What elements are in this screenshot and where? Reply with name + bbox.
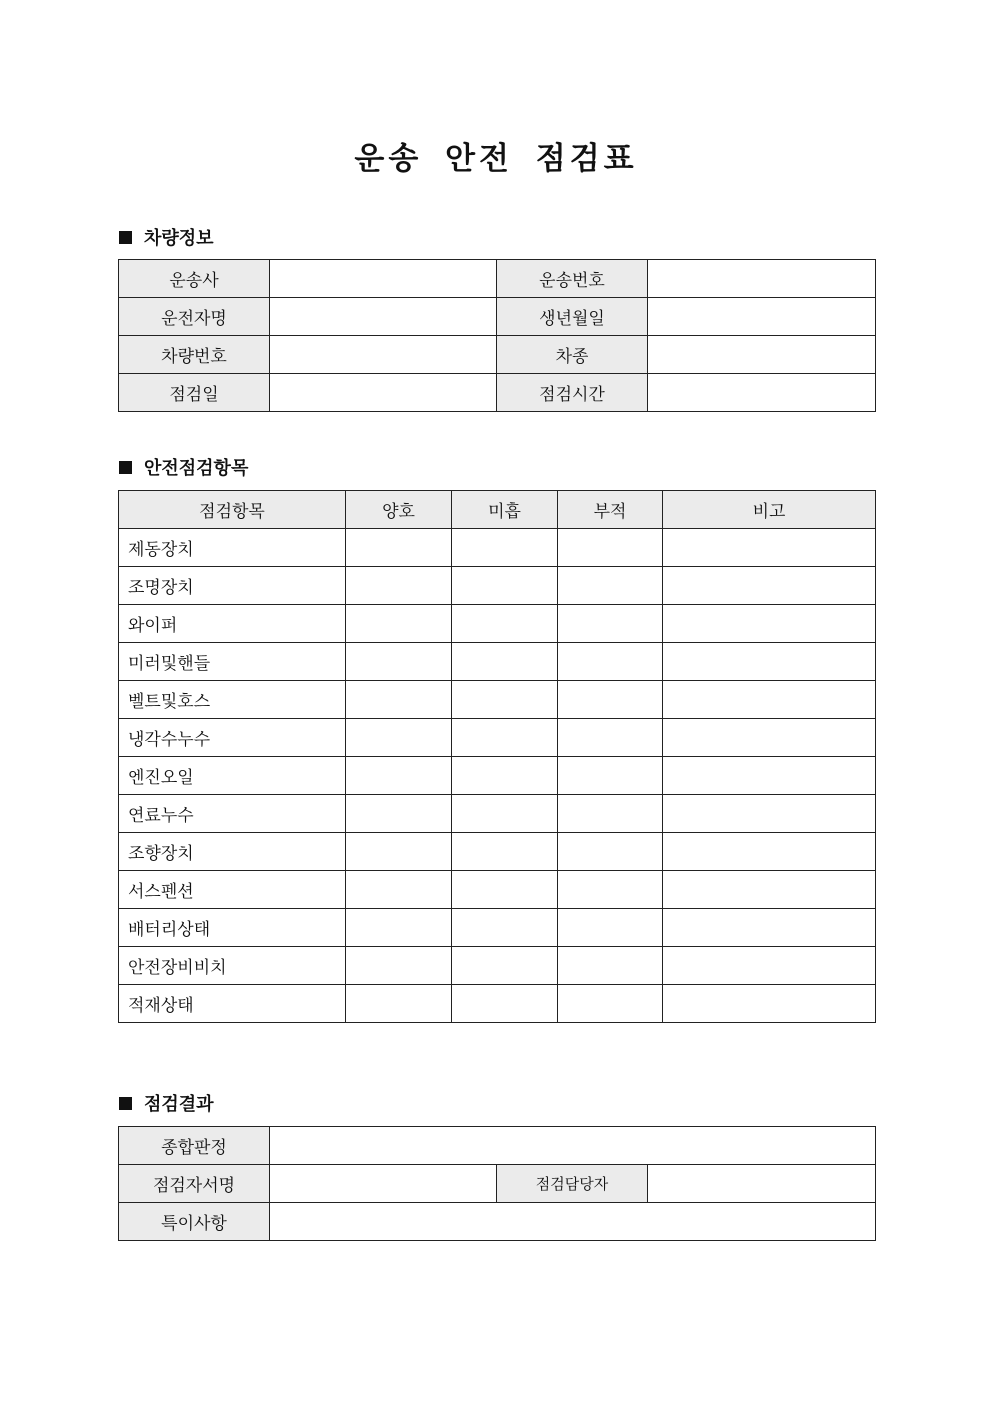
unsuitable-cell[interactable]: [558, 681, 663, 719]
unsuitable-cell[interactable]: [558, 985, 663, 1023]
square-bullet-icon: [119, 1097, 132, 1110]
column-header: 미흡: [452, 491, 558, 529]
insufficient-cell[interactable]: [452, 681, 558, 719]
table-header-row: [119, 491, 876, 529]
check-item-label: 조향장치: [119, 833, 346, 871]
table-row: [119, 681, 876, 719]
note-cell[interactable]: [663, 909, 876, 947]
column-header: 비고: [663, 491, 876, 529]
table-row: [119, 909, 876, 947]
insufficient-cell[interactable]: [452, 833, 558, 871]
vehicle-info-table: [118, 259, 876, 412]
good-cell[interactable]: [346, 795, 452, 833]
check-item-label: 벨트및호스: [119, 681, 346, 719]
table-row: [119, 529, 876, 567]
unsuitable-cell[interactable]: [558, 719, 663, 757]
good-cell[interactable]: [346, 871, 452, 909]
table-row: [119, 374, 876, 412]
page-title: 운송 안전 점검표: [354, 141, 638, 177]
unsuitable-cell[interactable]: [558, 605, 663, 643]
vehicle-info-field[interactable]: [648, 298, 876, 336]
column-header: 점검항목: [119, 491, 346, 529]
section-heading-safety-check: [119, 454, 248, 480]
vehicle-info-field[interactable]: [270, 260, 497, 298]
good-cell[interactable]: [346, 985, 452, 1023]
unsuitable-cell[interactable]: [558, 871, 663, 909]
inspector-signature-label: 점검자서명: [119, 1165, 270, 1203]
good-cell[interactable]: [346, 643, 452, 681]
section-heading-vehicle-info: [119, 224, 214, 250]
table-row: [119, 298, 876, 336]
table-row: [119, 1127, 876, 1165]
check-item-label: 안전장비비치: [119, 947, 346, 985]
note-cell[interactable]: [663, 985, 876, 1023]
check-item-label: 적재상태: [119, 985, 346, 1023]
insufficient-cell[interactable]: [452, 947, 558, 985]
vehicle-info-label: 운전자명: [119, 298, 270, 336]
check-item-label: 와이퍼: [119, 605, 346, 643]
unsuitable-cell[interactable]: [558, 757, 663, 795]
insufficient-cell[interactable]: [452, 605, 558, 643]
overall-judgment-label: 종합판정: [119, 1127, 270, 1165]
insufficient-cell[interactable]: [452, 871, 558, 909]
check-item-label: 냉각수누수: [119, 719, 346, 757]
good-cell[interactable]: [346, 681, 452, 719]
table-row: [119, 1203, 876, 1241]
square-bullet-icon: [119, 461, 132, 474]
table-row: [119, 757, 876, 795]
table-row: [119, 336, 876, 374]
table-row: [119, 947, 876, 985]
note-cell[interactable]: [663, 681, 876, 719]
vehicle-info-label: 생년월일: [497, 298, 648, 336]
check-item-label: 엔진오일: [119, 757, 346, 795]
unsuitable-cell[interactable]: [558, 567, 663, 605]
note-cell[interactable]: [663, 757, 876, 795]
check-item-label: 조명장치: [119, 567, 346, 605]
insufficient-cell[interactable]: [452, 757, 558, 795]
insufficient-cell[interactable]: [452, 643, 558, 681]
good-cell[interactable]: [346, 833, 452, 871]
table-row: [119, 871, 876, 909]
vehicle-info-label: 차량번호: [119, 336, 270, 374]
table-row: [119, 643, 876, 681]
good-cell[interactable]: [346, 947, 452, 985]
overall-judgment-field[interactable]: [270, 1127, 876, 1165]
check-item-label: 연료누수: [119, 795, 346, 833]
note-cell[interactable]: [663, 529, 876, 567]
vehicle-info-label: 운송번호: [497, 260, 648, 298]
column-header: 부적: [558, 491, 663, 529]
note-cell[interactable]: [663, 567, 876, 605]
vehicle-info-label: 점검시간: [497, 374, 648, 412]
insufficient-cell[interactable]: [452, 529, 558, 567]
vehicle-info-field[interactable]: [648, 374, 876, 412]
unsuitable-cell[interactable]: [558, 795, 663, 833]
table-row: [119, 260, 876, 298]
good-cell[interactable]: [346, 605, 452, 643]
note-cell[interactable]: [663, 871, 876, 909]
note-cell[interactable]: [663, 795, 876, 833]
good-cell[interactable]: [346, 529, 452, 567]
result-table: [118, 1126, 876, 1241]
insufficient-cell[interactable]: [452, 795, 558, 833]
vehicle-info-field[interactable]: [648, 260, 876, 298]
check-item-label: 미러및핸들: [119, 643, 346, 681]
inspection-manager-field[interactable]: [648, 1165, 876, 1203]
unsuitable-cell[interactable]: [558, 833, 663, 871]
table-row: [119, 795, 876, 833]
good-cell[interactable]: [346, 909, 452, 947]
table-row: [119, 605, 876, 643]
section-heading-label: 점검결과: [144, 1094, 214, 1115]
unsuitable-cell[interactable]: [558, 909, 663, 947]
insufficient-cell[interactable]: [452, 985, 558, 1023]
insufficient-cell[interactable]: [452, 909, 558, 947]
table-row: [119, 985, 876, 1023]
note-cell[interactable]: [663, 719, 876, 757]
check-item-label: 제동장치: [119, 529, 346, 567]
section-heading-label: 안전점검항목: [144, 458, 249, 479]
note-cell[interactable]: [663, 643, 876, 681]
vehicle-info-label: 점검일: [119, 374, 270, 412]
column-header: 양호: [346, 491, 452, 529]
note-cell[interactable]: [663, 605, 876, 643]
check-item-label: 서스펜션: [119, 871, 346, 909]
vehicle-info-field[interactable]: [270, 374, 497, 412]
vehicle-info-field[interactable]: [270, 298, 497, 336]
section-heading-result: [119, 1090, 214, 1116]
vehicle-info-field[interactable]: [270, 336, 497, 374]
good-cell[interactable]: [346, 757, 452, 795]
unsuitable-cell[interactable]: [558, 529, 663, 567]
vehicle-info-label: 차종: [497, 336, 648, 374]
good-cell[interactable]: [346, 719, 452, 757]
unsuitable-cell[interactable]: [558, 643, 663, 681]
vehicle-info-label: 운송사: [119, 260, 270, 298]
table-row: [119, 719, 876, 757]
safety-check-table: [118, 490, 876, 1023]
insufficient-cell[interactable]: [452, 567, 558, 605]
square-bullet-icon: [119, 231, 132, 244]
unsuitable-cell[interactable]: [558, 947, 663, 985]
remarks-label: 특이사항: [119, 1203, 270, 1241]
check-item-label: 배터리상태: [119, 909, 346, 947]
table-row: [119, 567, 876, 605]
table-row: [119, 1165, 876, 1203]
insufficient-cell[interactable]: [452, 719, 558, 757]
inspector-signature-field[interactable]: [270, 1165, 497, 1203]
table-row: [119, 833, 876, 871]
note-cell[interactable]: [663, 833, 876, 871]
remarks-field[interactable]: [270, 1203, 876, 1241]
vehicle-info-field[interactable]: [648, 336, 876, 374]
good-cell[interactable]: [346, 567, 452, 605]
inspection-manager-label: 점검담당자: [497, 1165, 648, 1203]
note-cell[interactable]: [663, 947, 876, 985]
section-heading-label: 차량정보: [144, 228, 214, 249]
